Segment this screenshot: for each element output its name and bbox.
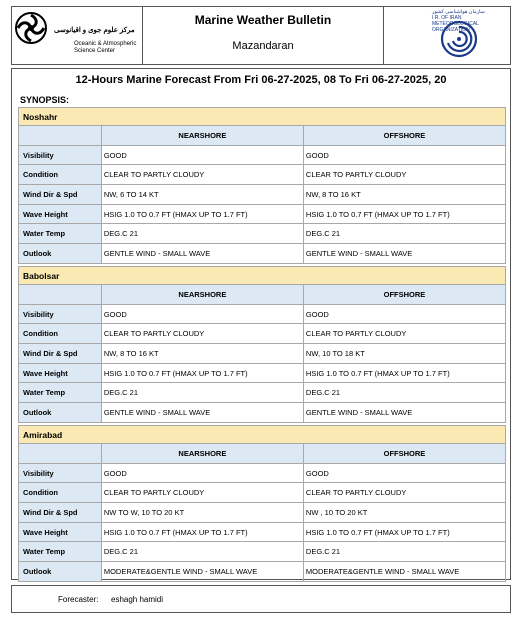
forecaster-footer xyxy=(11,585,511,613)
nearshore-water-temp: DEG.C 21 xyxy=(101,224,303,244)
station-forecast-table xyxy=(18,125,506,264)
station-block xyxy=(18,425,506,582)
station-block xyxy=(18,107,506,264)
ocean-science-logo-icon xyxy=(14,11,48,45)
nearshore-visibility: GOOD xyxy=(101,463,303,483)
header-blank-cell xyxy=(19,285,102,305)
table-row xyxy=(19,503,506,523)
offshore-visibility: GOOD xyxy=(303,145,505,165)
row-label-wave: Wave Height xyxy=(19,522,102,542)
region-name: Mazandaran xyxy=(232,40,294,52)
synopsis-label: SYNOPSIS: xyxy=(20,95,70,105)
offshore-wind: NW, 10 TO 18 KT xyxy=(303,344,505,364)
nearshore-visibility: GOOD xyxy=(101,304,303,324)
offshore-visibility: GOOD xyxy=(303,304,505,324)
offshore-water-temp: DEG.C 21 xyxy=(303,383,505,403)
forecast-title: 12-Hours Marine Forecast From Fri 06-27-2025, 08 To Fri 06-27-2025, 20 xyxy=(75,74,447,86)
table-row xyxy=(19,542,506,562)
table-header-row xyxy=(19,285,506,305)
offshore-condition: CLEAR TO PARTLY CLOUDY xyxy=(303,483,505,503)
offshore-water-temp: DEG.C 21 xyxy=(303,224,505,244)
row-label-wind: Wind Dir & Spd xyxy=(19,185,102,205)
offshore-water-temp: DEG.C 21 xyxy=(303,542,505,562)
offshore-header: OFFSHORE xyxy=(303,444,505,464)
row-label-water-temp: Water Temp xyxy=(19,224,102,244)
bulletin-header xyxy=(11,6,511,65)
irimo-name-fa: سازمان هواشناسی کشور xyxy=(432,9,485,15)
nearshore-water-temp: DEG.C 21 xyxy=(101,383,303,403)
nearshore-header: NEARSHORE xyxy=(101,126,303,146)
row-label-visibility: Visibility xyxy=(19,463,102,483)
offshore-wave: HSIG 1.0 TO 0.7 FT (HMAX UP TO 1.7 FT) xyxy=(303,522,505,542)
row-label-visibility: Visibility xyxy=(19,304,102,324)
forecaster-label: Forecaster: xyxy=(58,595,99,604)
nearshore-outlook: MODERATE&GENTLE WIND - SMALL WAVE xyxy=(101,562,303,582)
offshore-condition: CLEAR TO PARTLY CLOUDY xyxy=(303,324,505,344)
forecaster-name: eshagh hamidi xyxy=(111,595,164,604)
ocean-center-name-en-line2: Science Center xyxy=(74,48,116,54)
nearshore-header: NEARSHORE xyxy=(101,285,303,305)
nearshore-wave: HSIG 1.0 TO 0.7 FT (HMAX UP TO 1.7 FT) xyxy=(101,522,303,542)
table-row xyxy=(19,522,506,542)
row-label-condition: Condition xyxy=(19,324,102,344)
row-label-water-temp: Water Temp xyxy=(19,383,102,403)
offshore-wind: NW , 10 TO 20 KT xyxy=(303,503,505,523)
offshore-outlook: GENTLE WIND - SMALL WAVE xyxy=(303,244,505,264)
table-row xyxy=(19,224,506,244)
row-label-wave: Wave Height xyxy=(19,204,102,224)
nearshore-visibility: GOOD xyxy=(101,145,303,165)
irimo-logo-icon xyxy=(440,19,478,59)
table-row xyxy=(19,165,506,185)
station-name: Amirabad xyxy=(18,425,506,443)
station-name: Babolsar xyxy=(18,266,506,284)
table-row xyxy=(19,363,506,383)
table-row xyxy=(19,145,506,165)
row-label-wave: Wave Height xyxy=(19,363,102,383)
offshore-outlook: GENTLE WIND - SMALL WAVE xyxy=(303,403,505,423)
ocean-center-name-fa: مرکز علوم جوی و اقیانوسی xyxy=(54,27,135,34)
table-row xyxy=(19,562,506,582)
irimo-name-en-line2: METEOROLOGICAL xyxy=(432,21,479,27)
table-row xyxy=(19,344,506,364)
table-header-row xyxy=(19,444,506,464)
nearshore-wind: NW, 6 TO 14 KT xyxy=(101,185,303,205)
row-label-outlook: Outlook xyxy=(19,403,102,423)
nearshore-water-temp: DEG.C 21 xyxy=(101,542,303,562)
station-forecast-table xyxy=(18,443,506,582)
nearshore-header: NEARSHORE xyxy=(101,444,303,464)
row-label-outlook: Outlook xyxy=(19,562,102,582)
table-row xyxy=(19,185,506,205)
offshore-header: OFFSHORE xyxy=(303,285,505,305)
nearshore-wave: HSIG 1.0 TO 0.7 FT (HMAX UP TO 1.7 FT) xyxy=(101,204,303,224)
table-row xyxy=(19,383,506,403)
station-forecast-table xyxy=(18,284,506,423)
irimo-logo-block xyxy=(384,7,510,64)
row-label-visibility: Visibility xyxy=(19,145,102,165)
offshore-condition: CLEAR TO PARTLY CLOUDY xyxy=(303,165,505,185)
irimo-name-en-line3: ORGANIZATION xyxy=(432,27,470,33)
station-block xyxy=(18,266,506,423)
nearshore-condition: CLEAR TO PARTLY CLOUDY xyxy=(101,324,303,344)
row-label-condition: Condition xyxy=(19,165,102,185)
nearshore-outlook: GENTLE WIND - SMALL WAVE xyxy=(101,244,303,264)
offshore-wind: NW, 8 TO 16 KT xyxy=(303,185,505,205)
ocean-center-logo-block xyxy=(12,7,143,64)
offshore-header: OFFSHORE xyxy=(303,126,505,146)
table-row xyxy=(19,483,506,503)
bulletin-title: Marine Weather Bulletin xyxy=(194,13,332,27)
nearshore-wind: NW, 8 TO 16 KT xyxy=(101,344,303,364)
nearshore-outlook: GENTLE WIND - SMALL WAVE xyxy=(101,403,303,423)
table-row xyxy=(19,324,506,344)
table-row xyxy=(19,463,506,483)
offshore-wave: HSIG 1.0 TO 0.7 FT (HMAX UP TO 1.7 FT) xyxy=(303,204,505,224)
table-row xyxy=(19,244,506,264)
forecast-panel xyxy=(11,68,511,580)
offshore-outlook: MODERATE&GENTLE WIND - SMALL WAVE xyxy=(303,562,505,582)
header-blank-cell xyxy=(19,444,102,464)
row-label-outlook: Outlook xyxy=(19,244,102,264)
nearshore-wind: NW TO W, 10 TO 20 KT xyxy=(101,503,303,523)
offshore-wave: HSIG 1.0 TO 0.7 FT (HMAX UP TO 1.7 FT) xyxy=(303,363,505,383)
nearshore-condition: CLEAR TO PARTLY CLOUDY xyxy=(101,483,303,503)
nearshore-condition: CLEAR TO PARTLY CLOUDY xyxy=(101,165,303,185)
table-row xyxy=(19,304,506,324)
nearshore-wave: HSIG 1.0 TO 0.7 FT (HMAX UP TO 1.7 FT) xyxy=(101,363,303,383)
row-label-wind: Wind Dir & Spd xyxy=(19,344,102,364)
row-label-water-temp: Water Temp xyxy=(19,542,102,562)
row-label-condition: Condition xyxy=(19,483,102,503)
table-row xyxy=(19,204,506,224)
table-row xyxy=(19,403,506,423)
row-label-wind: Wind Dir & Spd xyxy=(19,503,102,523)
header-blank-cell xyxy=(19,126,102,146)
ocean-center-name-en-line1: Oceanic & Atmospheric xyxy=(74,41,137,47)
station-name: Noshahr xyxy=(18,107,506,125)
bulletin-title-block xyxy=(143,7,384,64)
irimo-name-en-line1: I.R. OF IRAN xyxy=(432,15,462,21)
ocean-center-name-en xyxy=(74,41,136,55)
offshore-visibility: GOOD xyxy=(303,463,505,483)
table-header-row xyxy=(19,126,506,146)
